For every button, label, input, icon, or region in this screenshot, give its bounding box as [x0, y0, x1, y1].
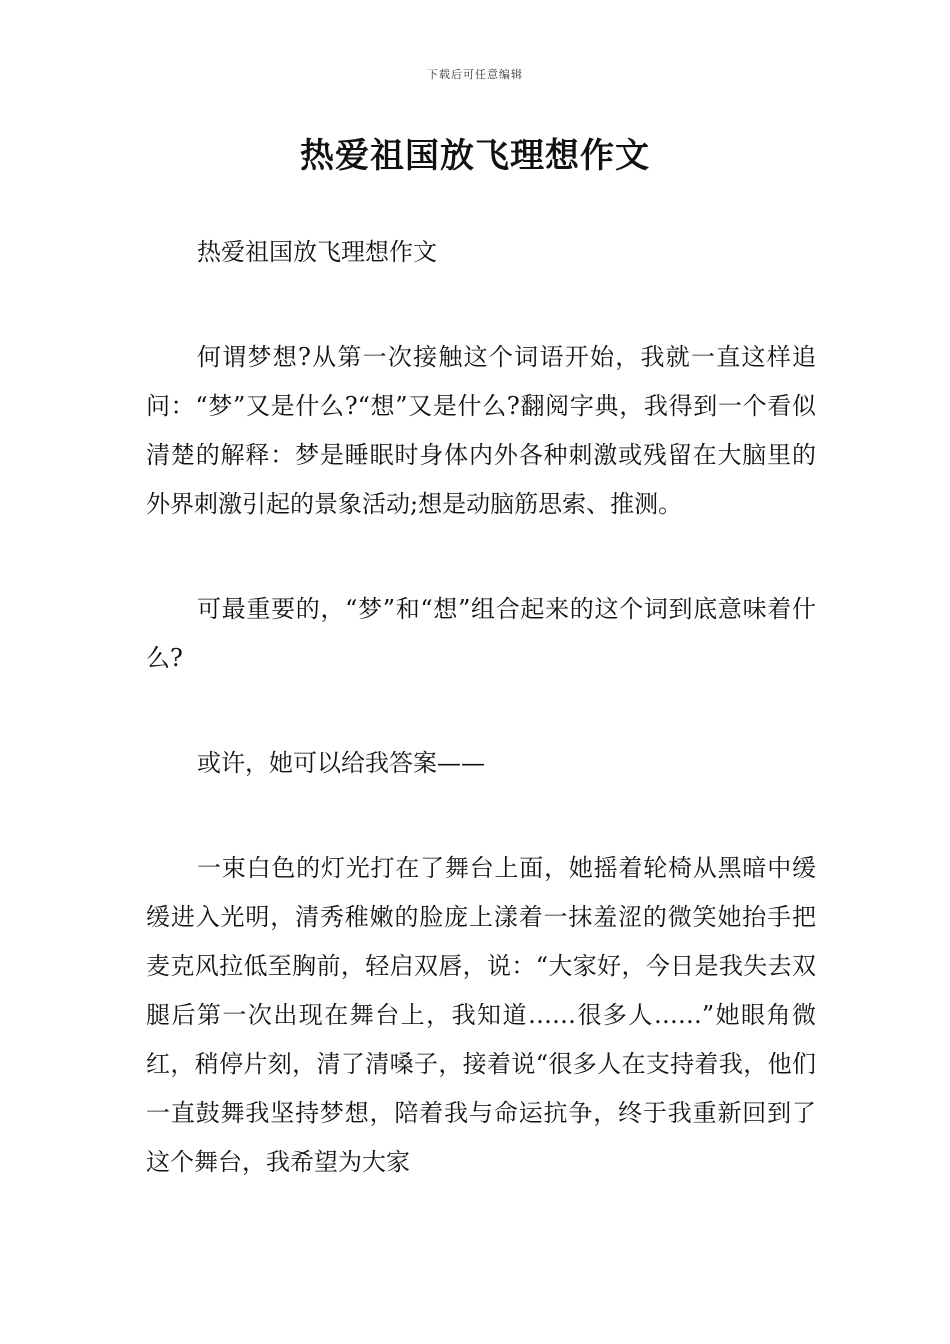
paragraph-subtitle: 热爱祖国放飞理想作文: [197, 238, 437, 266]
document-title: 热爱祖国放飞理想作文: [300, 136, 650, 176]
document-body: [146, 228, 816, 1187]
paragraph-question: 可最重要的，“梦”和“想”组合起来的这个词到底意味着什么?: [146, 595, 816, 672]
header-note: 下载后可任意编辑: [427, 68, 523, 81]
paragraph-answer: 或许，她可以给我答案——: [197, 749, 485, 777]
paragraph-gap: [146, 529, 816, 585]
paragraph-gap: [146, 788, 816, 844]
paragraph-gap: [146, 277, 816, 333]
paragraph-gap: [146, 683, 816, 739]
paragraph-story: 一束白色的灯光打在了舞台上面，她摇着轮椅从黑暗中缓缓进入光明，清秀稚嫩的脸庞上漾着一抹羞涩的微笑她抬手把麦克风拉低至胸前，轻启双唇，说：“大家好，今日是我失去双腿后第一次出现在舞台上，我知道……很多人……”她眼角微红，稍停片刻，清了清嗓子，接着说“很多人在支持着我，他们一直鼓舞我坚持梦想，陪着我与命运抗争，终于我重新回到了这个舞台，我希望为大家: [146, 854, 816, 1176]
paragraph-dream-definition: 何谓梦想?从第一次接触这个词语开始，我就一直这样追问：“梦”又是什么?“想”又是什么?翻阅字典，我得到一个看似清楚的解释：梦是睡眠时身体内外各种刺激或残留在大脑里的外界刺激引起的景象活动;想是动脑筋思索、推测。: [146, 343, 816, 518]
